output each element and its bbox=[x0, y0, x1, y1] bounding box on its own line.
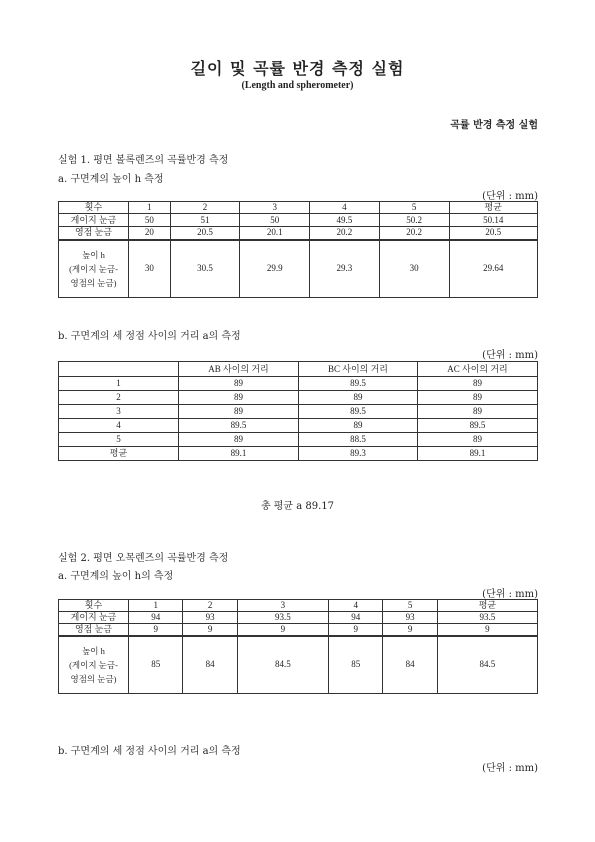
table-cell: 9 bbox=[383, 624, 437, 636]
table-row-average bbox=[59, 447, 538, 461]
row-label-height bbox=[59, 636, 129, 694]
table-cell: 89 bbox=[418, 377, 538, 391]
exp1-table-a bbox=[58, 201, 538, 298]
table-cell: 89.5 bbox=[298, 377, 417, 391]
table-cell: 20.5 bbox=[170, 227, 240, 240]
table-cell: 84 bbox=[183, 636, 237, 694]
exp2-unit-a: (단위 : mm) bbox=[482, 589, 538, 600]
table-cell: 84.5 bbox=[237, 636, 328, 694]
header-cell: 4 bbox=[310, 202, 380, 214]
table-cell: 89 bbox=[418, 391, 538, 405]
exp1-sub-a: a. 구면계의 높이 h 측정 bbox=[58, 174, 164, 185]
label-line: (게이지 눈금- bbox=[69, 659, 118, 670]
table-cell: 49.5 bbox=[310, 214, 380, 227]
header-cell bbox=[59, 362, 179, 377]
table-cell: 93 bbox=[383, 612, 437, 624]
table-cell: 9 bbox=[437, 624, 537, 636]
table-row bbox=[59, 214, 538, 227]
table-row bbox=[59, 433, 538, 447]
table-cell: 89 bbox=[418, 433, 538, 447]
table-cell: 93.5 bbox=[237, 612, 328, 624]
table-cell: 9 bbox=[183, 624, 237, 636]
table-cell: 85 bbox=[329, 636, 383, 694]
header-cell: 횟수 bbox=[59, 600, 129, 612]
table-cell: 89.1 bbox=[418, 447, 538, 461]
table-cell: 51 bbox=[170, 214, 240, 227]
label-line: (게이지 눈금- bbox=[69, 263, 118, 274]
row-label: 2 bbox=[59, 391, 179, 405]
table-cell: 20.5 bbox=[449, 227, 538, 240]
table-row bbox=[59, 405, 538, 419]
table-cell: 89.5 bbox=[179, 419, 299, 433]
row-label: 4 bbox=[59, 419, 179, 433]
page-subtitle: (Length and spherometer) bbox=[241, 80, 354, 91]
table-cell: 20.1 bbox=[240, 227, 310, 240]
label-line: 높이 h bbox=[82, 645, 105, 656]
table-cell: 9 bbox=[129, 624, 183, 636]
table-row bbox=[59, 227, 538, 240]
table-cell: 94 bbox=[329, 612, 383, 624]
row-label: 영점 눈금 bbox=[59, 227, 129, 240]
table-row bbox=[59, 624, 538, 636]
table-cell: 89 bbox=[298, 391, 417, 405]
table-row-height bbox=[59, 240, 538, 298]
table-cell: 93.5 bbox=[437, 612, 537, 624]
row-label: 영점 눈금 bbox=[59, 624, 129, 636]
row-label: 5 bbox=[59, 433, 179, 447]
page-title: 길이 및 곡률 반경 측정 실험 bbox=[190, 59, 405, 78]
header-cell: 3 bbox=[237, 600, 328, 612]
table-cell: 89 bbox=[179, 433, 299, 447]
table-cell: 50.2 bbox=[379, 214, 449, 227]
table-row bbox=[59, 391, 538, 405]
table-cell: 29.3 bbox=[310, 240, 380, 298]
row-label-height bbox=[59, 240, 129, 298]
header-cell: 평균 bbox=[437, 600, 537, 612]
total-average: 총 평균 a 89.17 bbox=[260, 501, 335, 512]
exp2-unit-b: (단위 : mm) bbox=[482, 763, 538, 774]
table-cell: 89 bbox=[179, 391, 299, 405]
label-line: 영점의 눈금) bbox=[70, 277, 117, 288]
header-cell: AB 사이의 거리 bbox=[179, 362, 299, 377]
table-cell: 50 bbox=[129, 214, 171, 227]
label-line: 영점의 눈금) bbox=[70, 673, 117, 684]
table-cell: 89.5 bbox=[418, 419, 538, 433]
header-cell: AC 사이의 거리 bbox=[418, 362, 538, 377]
exp1-unit-a: (단위 : mm) bbox=[482, 191, 538, 202]
exp2-sub-a: a. 구면계의 높이 h의 측정 bbox=[58, 571, 174, 582]
row-label: 3 bbox=[59, 405, 179, 419]
header-cell: 2 bbox=[170, 202, 240, 214]
table-cell: 94 bbox=[129, 612, 183, 624]
table-cell: 89 bbox=[418, 405, 538, 419]
table-cell: 29.9 bbox=[240, 240, 310, 298]
header-cell: 1 bbox=[129, 600, 183, 612]
exp1-table-b bbox=[58, 361, 538, 461]
table-cell: 93 bbox=[183, 612, 237, 624]
table-cell: 30 bbox=[129, 240, 171, 298]
table-cell: 85 bbox=[129, 636, 183, 694]
table-cell: 9 bbox=[237, 624, 328, 636]
table-header-row bbox=[59, 362, 538, 377]
row-label: 게이지 눈금 bbox=[59, 214, 129, 227]
table-cell: 89 bbox=[298, 419, 417, 433]
table-cell: 89.1 bbox=[179, 447, 299, 461]
header-cell: BC 사이의 거리 bbox=[298, 362, 417, 377]
header-cell: 2 bbox=[183, 600, 237, 612]
exp1-unit-b: (단위 : mm) bbox=[482, 350, 538, 361]
table-header-row bbox=[59, 202, 538, 214]
row-label: 1 bbox=[59, 377, 179, 391]
table-cell: 30.5 bbox=[170, 240, 240, 298]
table-cell: 9 bbox=[329, 624, 383, 636]
label-line: 높이 h bbox=[82, 249, 105, 260]
table-cell: 88.5 bbox=[298, 433, 417, 447]
table-cell: 84.5 bbox=[437, 636, 537, 694]
table-cell: 84 bbox=[383, 636, 437, 694]
exp1-heading: 실험 1. 평면 볼록렌즈의 곡률반경 측정 bbox=[58, 155, 229, 166]
table-cell: 50.14 bbox=[449, 214, 538, 227]
table-cell: 89 bbox=[179, 405, 299, 419]
table-row-height bbox=[59, 636, 538, 694]
table-cell: 20 bbox=[129, 227, 171, 240]
row-label: 평균 bbox=[59, 447, 179, 461]
header-cell: 5 bbox=[379, 202, 449, 214]
header-cell: 5 bbox=[383, 600, 437, 612]
table-cell: 20.2 bbox=[379, 227, 449, 240]
exp1-sub-b: b. 구면계의 세 정점 사이의 거리 a의 측정 bbox=[58, 331, 241, 342]
exp2-sub-b: b. 구면계의 세 정점 사이의 거리 a의 측정 bbox=[58, 746, 241, 757]
table-row bbox=[59, 419, 538, 433]
section-label: 곡률 반경 측정 실험 bbox=[450, 120, 538, 131]
header-cell: 3 bbox=[240, 202, 310, 214]
table-cell: 29.64 bbox=[449, 240, 538, 298]
header-cell: 4 bbox=[329, 600, 383, 612]
table-row bbox=[59, 612, 538, 624]
row-label: 게이지 눈금 bbox=[59, 612, 129, 624]
header-cell: 횟수 bbox=[59, 202, 129, 214]
header-cell: 1 bbox=[129, 202, 171, 214]
table-cell: 89.5 bbox=[298, 405, 417, 419]
exp2-heading: 실험 2. 평면 오목렌즈의 곡률반경 측정 bbox=[58, 553, 229, 564]
table-cell: 20.2 bbox=[310, 227, 380, 240]
table-cell: 89 bbox=[179, 377, 299, 391]
table-row bbox=[59, 377, 538, 391]
table-header-row bbox=[59, 600, 538, 612]
table-cell: 30 bbox=[379, 240, 449, 298]
table-cell: 89.3 bbox=[298, 447, 417, 461]
table-cell: 50 bbox=[240, 214, 310, 227]
exp2-table-a bbox=[58, 599, 538, 694]
header-cell: 평균 bbox=[449, 202, 538, 214]
